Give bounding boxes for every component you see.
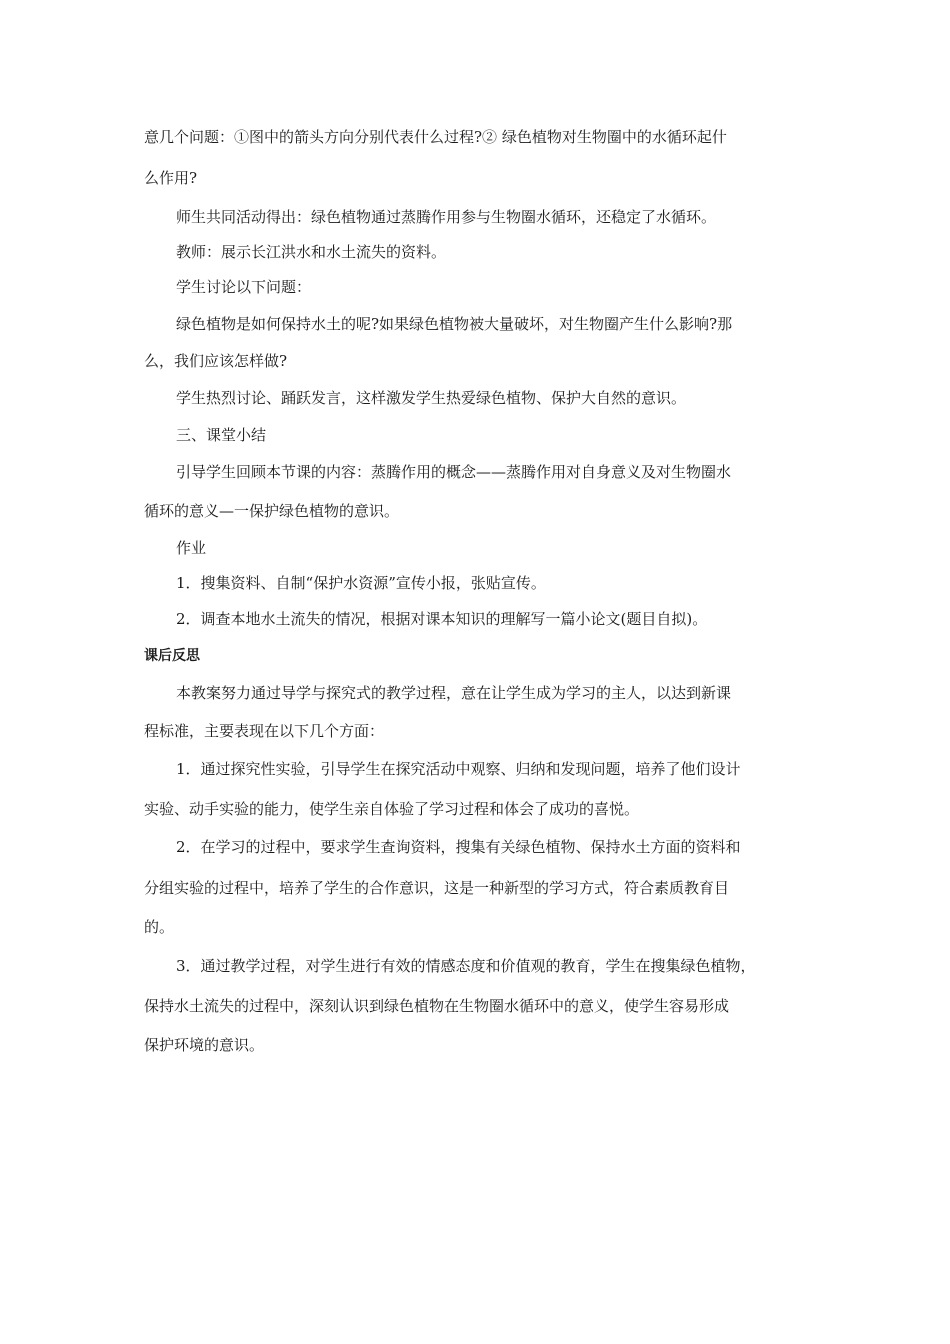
text-line: 师生共同活动得出：绿色植物通过蒸腾作用参与生物圈水循环，还稳定了水循环。 bbox=[176, 208, 717, 226]
text-line: 保持水土流失的过程中，深刻认识到绿色植物在生物圈水循环中的意义，使学生容易形成 bbox=[144, 997, 730, 1015]
text-line: 的。 bbox=[144, 918, 175, 936]
text-line: 本教案努力通过导学与探究式的教学过程，意在让学生成为学习的主人，以达到新课 bbox=[176, 684, 732, 702]
homework-item: 1．搜集资料、自制“保护水资源”宣传小报，张贴宣传。 bbox=[176, 574, 546, 592]
text-line: 保护环境的意识。 bbox=[144, 1036, 265, 1054]
reflection-heading: 课后反思 bbox=[144, 648, 200, 664]
text-line: 3．通过教学过程，对学生进行有效的情感态度和价值观的教育，学生在搜集绿色植物， bbox=[176, 957, 756, 975]
text-line: 么，我们应该怎样做? bbox=[144, 352, 288, 370]
text-line: 程标准，主要表现在以下几个方面： bbox=[144, 722, 385, 740]
homework-heading: 作业 bbox=[176, 539, 207, 557]
text-line: 意几个问题：①图中的箭头方向分别代表什么过程?② 绿色植物对生物圈中的水循环起什 bbox=[144, 128, 727, 146]
homework-item: 2．调查本地水土流失的情况，根据对课本知识的理解写一篇小论文(题目自拟)。 bbox=[176, 610, 708, 628]
text-line: 分组实验的过程中，培养了学生的合作意识，这是一种新型的学习方式，符合素质教育目 bbox=[144, 879, 730, 897]
text-line: 绿色植物是如何保持水土的呢?如果绿色植物被大量破坏，对生物圈产生什么影响?那 bbox=[176, 315, 733, 333]
text-line: 循环的意义—一保护绿色植物的意识。 bbox=[144, 502, 400, 520]
text-line: 教师：展示长江洪水和水土流失的资料。 bbox=[176, 243, 447, 261]
text-line: 么作用? bbox=[144, 169, 198, 187]
text-line: 1．通过探究性实验，引导学生在探究活动中观察、归纳和发现问题，培养了他们设计 bbox=[176, 760, 741, 778]
text-line: 引导学生回顾本节课的内容：蒸腾作用的概念——蒸腾作用对自身意义及对生物圈水 bbox=[176, 463, 732, 481]
text-line: 2．在学习的过程中，要求学生查询资料，搜集有关绿色植物、保持水土方面的资料和 bbox=[176, 838, 741, 856]
text-line: 学生热烈讨论、踊跃发言，这样激发学生热爱绿色植物、保护大自然的意识。 bbox=[176, 389, 687, 407]
text-line: 实验、动手实验的能力，使学生亲自体验了学习过程和体会了成功的喜悦。 bbox=[144, 800, 640, 818]
section-heading: 三、课堂小结 bbox=[176, 426, 267, 444]
text-line: 学生讨论以下问题： bbox=[176, 278, 312, 296]
